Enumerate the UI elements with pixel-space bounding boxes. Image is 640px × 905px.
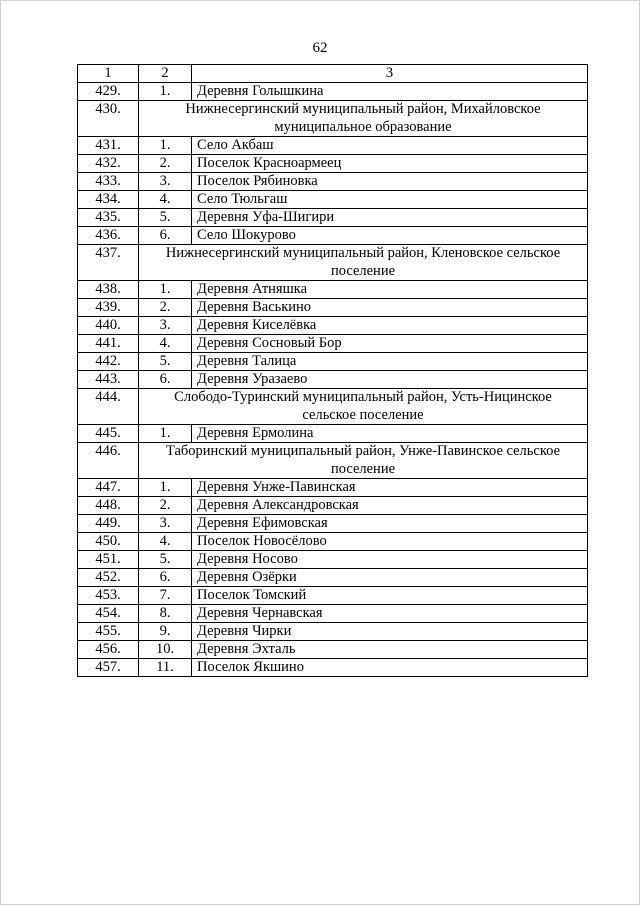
sub-number: 5. [139, 209, 192, 227]
sub-number: 8. [139, 605, 192, 623]
sub-number: 3. [139, 317, 192, 335]
row-number: 434. [78, 191, 139, 209]
sub-number: 3. [139, 515, 192, 533]
table-header-row [78, 65, 588, 83]
sub-number: 1. [139, 137, 192, 155]
settlement-name: Деревня Эхталь [192, 641, 588, 659]
row-number: 455. [78, 623, 139, 641]
column-header-2: 2 [139, 65, 192, 83]
table-row [78, 335, 588, 353]
settlement-name: Деревня Чернавская [192, 605, 588, 623]
table-row [78, 659, 588, 677]
table-row [78, 191, 588, 209]
sub-number: 9. [139, 623, 192, 641]
sub-number: 6. [139, 227, 192, 245]
table-row [78, 425, 588, 443]
sub-number: 6. [139, 569, 192, 587]
settlement-name: Село Тюльгаш [192, 191, 588, 209]
district-heading [139, 101, 588, 137]
settlement-name: Поселок Якшино [192, 659, 588, 677]
table-row [78, 155, 588, 173]
row-number: 435. [78, 209, 139, 227]
column-header-1: 1 [78, 65, 139, 83]
sub-number: 4. [139, 533, 192, 551]
settlement-name: Деревня Носово [192, 551, 588, 569]
sub-number: 1. [139, 425, 192, 443]
settlement-name: Деревня Васькино [192, 299, 588, 317]
sub-number: 3. [139, 173, 192, 191]
sub-number: 4. [139, 335, 192, 353]
sub-number: 1. [139, 479, 192, 497]
row-number: 437. [78, 245, 139, 281]
table-row [78, 371, 588, 389]
district-heading-line-1: Слободо-Туринский муниципальный район, Усть-Ницинское [174, 389, 552, 405]
table-body [78, 83, 588, 677]
table-row [78, 137, 588, 155]
settlement-name: Поселок Томский [192, 587, 588, 605]
table-row [78, 569, 588, 587]
sub-number: 4. [139, 191, 192, 209]
row-number: 439. [78, 299, 139, 317]
settlement-name: Деревня Киселёвка [192, 317, 588, 335]
settlement-name: Деревня Голышкина [192, 83, 588, 101]
sub-number: 5. [139, 551, 192, 569]
row-number: 441. [78, 335, 139, 353]
sub-number: 11. [139, 659, 192, 677]
table-row [78, 605, 588, 623]
sub-number: 5. [139, 353, 192, 371]
settlements-table [77, 64, 588, 677]
row-number: 443. [78, 371, 139, 389]
district-heading [139, 443, 588, 479]
district-heading-line-1: Таборинский муниципальный район, Унже-Павинское сельское [165, 443, 561, 459]
district-heading-line-1: Нижнесергинский муниципальный район, Кленовское сельское [165, 245, 561, 261]
table-row [78, 641, 588, 659]
row-number: 446. [78, 443, 139, 479]
district-heading-line-2: сельское поселение [302, 406, 424, 423]
table-row [78, 497, 588, 515]
row-number: 438. [78, 281, 139, 299]
district-row [78, 245, 588, 281]
table-row [78, 317, 588, 335]
settlement-name: Село Шокурово [192, 227, 588, 245]
district-heading [139, 245, 588, 281]
row-number: 457. [78, 659, 139, 677]
row-number: 433. [78, 173, 139, 191]
row-number: 445. [78, 425, 139, 443]
settlement-name: Деревня Атняшка [192, 281, 588, 299]
table-row [78, 209, 588, 227]
settlement-name: Деревня Озёрки [192, 569, 588, 587]
settlement-name: Деревня Ефимовская [192, 515, 588, 533]
row-number: 450. [78, 533, 139, 551]
sub-number: 1. [139, 83, 192, 101]
sub-number: 2. [139, 155, 192, 173]
settlement-name: Поселок Рябиновка [192, 173, 588, 191]
settlement-name: Поселок Красноармеец [192, 155, 588, 173]
row-number: 436. [78, 227, 139, 245]
district-heading-line-2: поселение [330, 262, 396, 279]
table-row [78, 353, 588, 371]
sub-number: 10. [139, 641, 192, 659]
row-number: 456. [78, 641, 139, 659]
table-row [78, 227, 588, 245]
district-row [78, 101, 588, 137]
row-number: 429. [78, 83, 139, 101]
table-row [78, 281, 588, 299]
table-row [78, 623, 588, 641]
row-number: 440. [78, 317, 139, 335]
settlement-name: Деревня Сосновый Бор [192, 335, 588, 353]
table-row [78, 533, 588, 551]
settlement-name: Деревня Уфа-Шигири [192, 209, 588, 227]
district-heading-line-1: Нижнесергинский муниципальный район, Михайловское [185, 101, 541, 117]
column-header-3: 3 [192, 65, 588, 83]
row-number: 442. [78, 353, 139, 371]
table-row [78, 479, 588, 497]
row-number: 430. [78, 101, 139, 137]
sub-number: 2. [139, 497, 192, 515]
settlement-name: Деревня Уразаево [192, 371, 588, 389]
settlement-name: Деревня Ермолина [192, 425, 588, 443]
page-number: 62 [312, 40, 328, 56]
row-number: 452. [78, 569, 139, 587]
row-number: 449. [78, 515, 139, 533]
district-heading-line-2: поселение [330, 460, 396, 477]
sub-number: 1. [139, 281, 192, 299]
settlement-name: Деревня Талица [192, 353, 588, 371]
sub-number: 7. [139, 587, 192, 605]
row-number: 448. [78, 497, 139, 515]
table-row [78, 299, 588, 317]
district-row [78, 389, 588, 425]
table-row [78, 83, 588, 101]
district-heading-line-2: муниципальное образование [274, 118, 452, 135]
district-row [78, 443, 588, 479]
row-number: 444. [78, 389, 139, 425]
table-row [78, 551, 588, 569]
district-heading [139, 389, 588, 425]
row-number: 447. [78, 479, 139, 497]
settlement-name: Поселок Новосёлово [192, 533, 588, 551]
sub-number: 6. [139, 371, 192, 389]
sub-number: 2. [139, 299, 192, 317]
settlement-name: Деревня Чирки [192, 623, 588, 641]
row-number: 431. [78, 137, 139, 155]
table-row [78, 173, 588, 191]
row-number: 453. [78, 587, 139, 605]
table-row [78, 515, 588, 533]
settlement-name: Деревня Унже-Павинская [192, 479, 588, 497]
row-number: 451. [78, 551, 139, 569]
row-number: 454. [78, 605, 139, 623]
row-number: 432. [78, 155, 139, 173]
settlement-name: Село Акбаш [192, 137, 588, 155]
settlement-name: Деревня Александровская [192, 497, 588, 515]
table-row [78, 587, 588, 605]
